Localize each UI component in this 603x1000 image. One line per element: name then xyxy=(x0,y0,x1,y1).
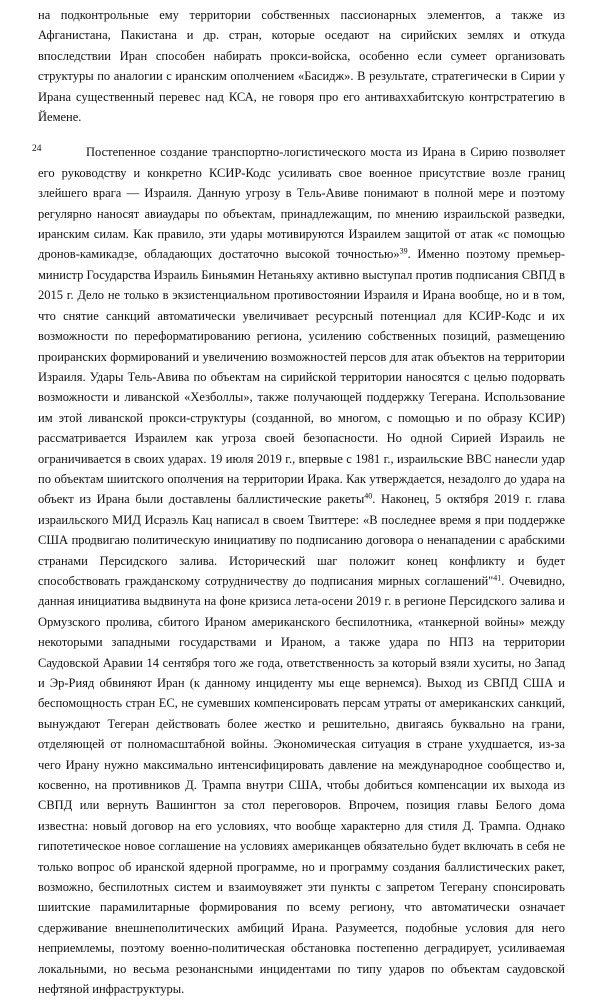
page-number: 24 xyxy=(32,144,42,155)
paragraph-2-text-part-2: . Именно поэтому премьер-министр Государства Израиль Биньямин Нетаньяху активно выступал против подписания СВПД в 2015 г. Дело не только в экзистенциальном противостоянии Израиля и Ирана вообще, но и в том, что снятие санкций автоматически увеличивает ресурсный потенциал для КСИР-Кодс и их возможности по переформатированию региона, усилению собственных позиций, размещению проиранских формирований и увеличению возможностей персов для атак объектов на территории Израиля. Удары Тель-Авива по объектам на сирийской территории наносятся с целью подорвать возможности и ливанской «Хезболлы», также получающей поддержку Тегерана. Использование им этой ливанской прокси-структуры (созданной, во многом, с помощью и по образу КСИР) рассматривается Израилем как угроза своей безопасности. Но одной Сирией Израиль не ограничивается в своих ударах. 19 июля 2019 г., впервые с 1981 г., израильские ВВС нанесли удар по объектам шиитского ополчения на территории Ирака. Как утверждается, незадолго до удара на объект из Ирана были доставлены баллистические ракеты xyxy=(38,247,565,507)
footnote-ref-40[interactable]: 40 xyxy=(364,491,373,501)
paragraph-1-text: на подконтрольные ему территории собственных пассионарных элементов, а также из Афганистана, Пакистана и др. стран, которые оседают на сирийских землях и откуда впоследствии Иран способен набирать прокси-войска, особенно если сумеет организовать структуры по аналогии с иранским ополчением «Басидж». В результате, стратегически в Сирии у Ирана существенный перевес над КСА, не говоря про его антиваххабитскую контрстратегию в Йемене. xyxy=(38,8,565,125)
footnote-ref-39[interactable]: 39 xyxy=(399,247,408,257)
paragraph-2-text-part-3: . Наконец, 5 октября 2019 г. глава израильского МИД Исраэль Кац написал в своем Твиттере: «В последнее время я при поддержке США продвигаю политическую инициативу по подписанию договора о ненападении с арабскими странами Персидского залива. Исторический шаг положит конец конфликту и будет способствовать гражданскому сотрудничеству до подписания мирных соглашений" xyxy=(38,492,565,588)
footnote-ref-41[interactable]: 41 xyxy=(493,573,502,583)
paragraph-main xyxy=(32,142,565,999)
paragraph-continued xyxy=(38,5,565,127)
paragraph-2-text-part-1: Постепенное создание транспортно-логистического моста из Ирана в Сирию позволяет его руководству и конкретно КСИР-Кодс усиливать свое военное присутствие возле границ злейшего врага — Израиля. Данную угрозу в Тель-Авиве понимают в полной мере и поэтому регулярно наносят авиаудары по объектам, принадлежащим, по мнению израильской разведки, иранским силам. Как правило, эти удары мотивируются Израилем защитой от атак «с помощью дронов-камикадзе, обладающих достаточно высокой точностью» xyxy=(38,145,565,262)
paragraph-2-text-part-4: . Очевидно, данная инициатива выдвинута на фоне кризиса лета-осени 2019 г. в регионе Персидского залива и Ормузского пролива, сбитого Ираном американского беспилотника, «танкерной войны» между некоторыми западными государствами и Ираном, а также удара по НПЗ на территории Саудовской Аравии 14 сентября того же года, ответственность за который взяли хуситы, но Запад и Эр-Рияд обвиняют Иран (к данному инциденту мы еще вернемся). Выход из СВПД США и беспомощность стран ЕС, не сумевших компенсировать персам утраты от американских санкций, вынуждают Тегеран действовать более жестко и решительно, двигаясь буквально на грани, отделяющей от полномасштабной войны. Экономическая ситуация в стране ухудшается, из-за чего Ирану нужно максимально интенсифицировать давление на международное сообщество и, косвенно, на противников Д. Трампа внутри США, чтобы добиться компенсации их выхода из СВПД или вернуть Вашингтон за стол переговоров. Впрочем, позиция главы Белого дома известна: новый договор на его условиях, что вообще характерно для стиля Д. Трампа. Однако гипотетическое новое соглашение на условиях американцев обязательно будет включать в себя не только вопрос об иранской ядерной программе, но и программу создания баллистических ракет, возможно, беспилотных систем и взаимоувяжет эти пункты с запретом Тегерану спонсировать шиитские парамилитарные формирования по всему региону, что автоматически означает сдерживание внешнеполитических амбиций Ирана. Разумеется, подобные условия для него неприемлемы, поэтому военно-политическая обстановка постепенно деградирует, усиливаемая локальными, но весьма резонансными инцидентами по типу ударов по объектам саудовской нефтяной инфраструктуры. xyxy=(38,573,565,997)
